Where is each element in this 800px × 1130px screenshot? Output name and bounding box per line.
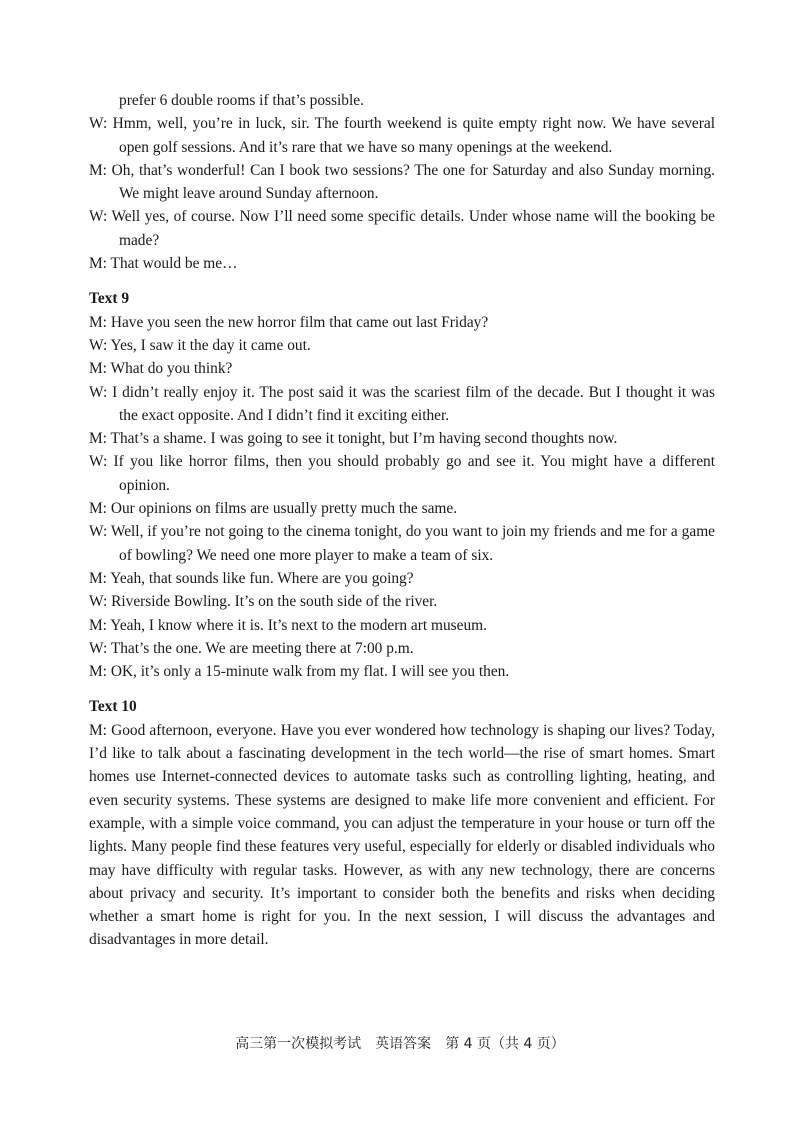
dialogue-line [89,660,715,683]
speaker: M: [89,430,107,448]
dialogue-text: Yeah, that sounds like fun. Where are you going? [110,569,414,587]
dialogue-line [89,590,715,613]
speaker: M: [89,500,107,518]
speaker: W: [89,115,108,133]
dialogue-line [89,614,715,637]
dialogue-text: Yes, I saw it the day it came out. [110,336,311,354]
dialogue-text: Have you seen the new horror film that came out last Friday? [110,313,489,331]
dialogue-text: Well yes, of course. Now I’ll need some specific details. Under whose name will the booking be made? [111,208,715,249]
speaker: M: [89,313,107,331]
section-title-text9: Text 9 [89,290,130,308]
dialogue-line [89,450,715,497]
dialogue-line [89,334,715,357]
dialogue-text: I didn’t really enjoy it. The post said it was the scariest film of the decade. But I thought it was the exact opposite. And I didn’t find it exciting either. [112,383,715,424]
speaker: M: [89,569,107,587]
dialogue-text: That would be me… [110,255,238,273]
speaker: M: [89,663,107,681]
text9-dialogue [89,311,715,684]
dialogue-line [89,205,715,252]
speaker: M: [89,616,107,634]
dialogue-text: OK, it’s only a 15-minute walk from my flat. I will see you then. [110,663,510,681]
dialogue-line [89,112,715,159]
speaker: W: [89,639,108,657]
dialogue-text: Hmm, well, you’re in luck, sir. The fourth weekend is quite empty right now. We have several open golf sessions. And it’s rare that we have so many openings at the weekend. [112,115,715,156]
speaker: M: [89,161,107,179]
dialogue-line [89,520,715,567]
dialogue-line [89,497,715,520]
dialogue-text: What do you think? [110,360,233,378]
dialogue-line [89,252,715,275]
speaker: M: [89,360,107,378]
speaker: W: [89,336,108,354]
dialogue-text: That’s a shame. I was going to see it tonight, but I’m having second thoughts now. [110,430,618,448]
dialogue-text: Our opinions on films are usually pretty much the same. [110,500,458,518]
dialogue-text: Oh, that’s wonderful! Can I book two sessions? The one for Saturday and also Sunday morning. We might leave around Sunday afternoon. [111,161,715,203]
page-footer: 高三第一次模拟考试 英语答案 第 4 页（共 4 页） [235,1036,565,1052]
speaker: W: [89,208,108,226]
dialogue-line [89,427,715,450]
top-dialogue [89,89,715,275]
dialogue-text: If you like horror films, then you should probably go and see it. You might have a different opinion. [113,453,715,494]
dialogue-line [89,357,715,380]
speaker: W: [89,523,108,541]
speaker: W: [89,453,108,471]
speaker: W: [89,593,108,611]
speaker: M: [89,255,107,273]
dialogue-text: That’s the one. We are meeting there at 7:00 p.m. [110,639,414,657]
speaker: W: [89,383,108,401]
text10-paragraph: M: Good afternoon, everyone. Have you ever wondered how technology is shaping our lives? Today, I’d like to talk about a fascinating development in the tech world—the rise of smart homes. Smart homes use Internet-connected devices to automate tasks such as controlling lighting, heating, and even security systems. These systems are designed to make life more convenient and efficient. For example, with a simple voice command, you can adjust the temperature in your house or turn off the lights. Many people find these features very useful, especially for elderly or disabled individuals who may have difficulty with regular tasks. However, as with any new technology, there are concerns about privacy and security. It’s important to consider both the benefits and risks when deciding whether a smart home is right for you. In the next session, I will discuss the advantages and disadvantages in more detail. [89,721,715,949]
dialogue-text: Yeah, I know where it is. It’s next to the modern art museum. [110,616,487,634]
dialogue-line [89,159,715,206]
dialogue-line [89,567,715,590]
dialogue-text: Riverside Bowling. It’s on the south side of the river. [111,593,438,611]
dialogue-line [89,381,715,428]
dialogue-text: prefer 6 double rooms if that’s possible. [119,92,364,109]
dialogue-text: Well, if you’re not going to the cinema tonight, do you want to join my friends and me for a game of bowling? We need one more player to make a team of six. [110,523,715,564]
section-title-text10: Text 10 [89,698,137,716]
dialogue-line [89,311,715,334]
dialogue-line [89,89,715,112]
dialogue-line [89,637,715,660]
document-body [89,89,715,952]
